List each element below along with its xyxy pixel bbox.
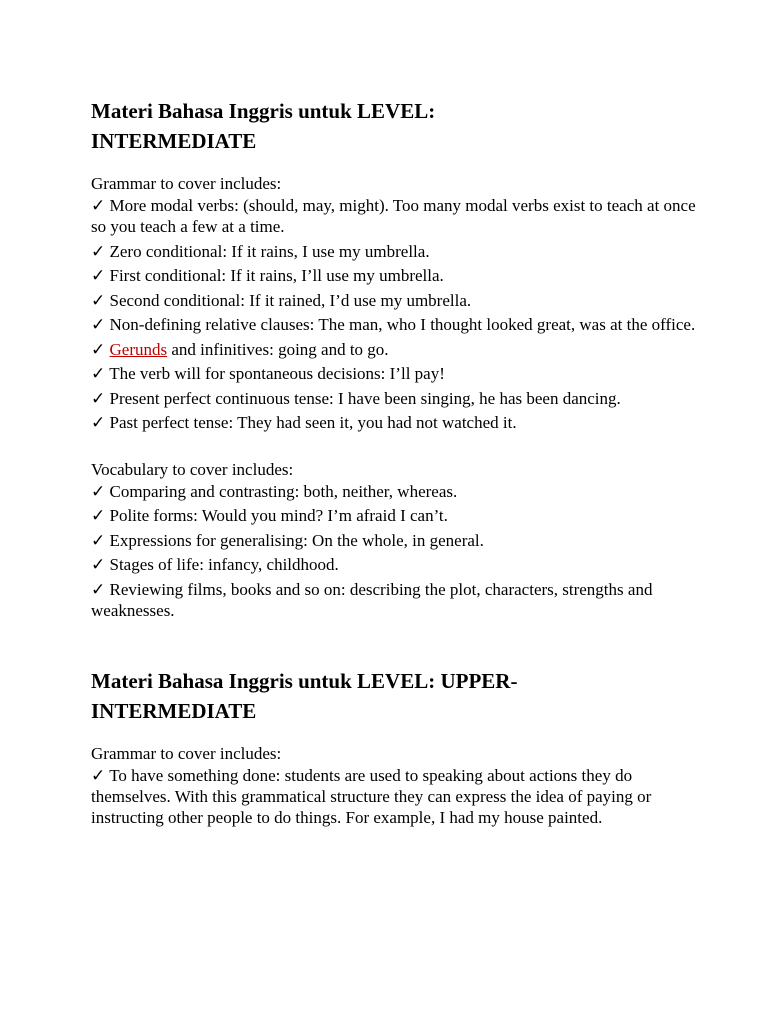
heading-line-2: INTERMEDIATE — [91, 129, 257, 153]
check-mark-icon: ✓ — [91, 766, 106, 785]
list-item-text: Stages of life: infancy, childhood. — [109, 555, 339, 574]
list-item-text: Zero conditional: If it rains, I use my umbrella. — [109, 241, 430, 261]
grammar-intro: Grammar to cover includes: — [91, 744, 282, 763]
check-mark-icon: ✓ — [91, 290, 106, 310]
list-item-text: Reviewing films, books and so on: describing the plot, characters, strengths and weaknesses. — [91, 579, 653, 620]
list-item — [91, 505, 696, 526]
list-item — [91, 579, 696, 621]
check-mark-icon: ✓ — [91, 339, 106, 359]
heading-line-1: Materi Bahasa Inggris untuk LEVEL: — [91, 99, 436, 123]
check-mark-icon: ✓ — [91, 413, 106, 432]
section-intermediate — [91, 96, 696, 621]
gerunds-link[interactable]: Gerunds — [109, 339, 168, 359]
list-item — [91, 412, 696, 433]
check-mark-icon: ✓ — [91, 481, 106, 501]
check-mark-icon: ✓ — [91, 266, 106, 285]
section-upper-intermediate — [91, 666, 696, 828]
list-item — [91, 314, 696, 335]
list-item-text: More modal verbs: (should, may, might). Too many modal verbs exist to teach at once so you teach a few at a time. — [91, 196, 696, 236]
list-item — [91, 363, 696, 384]
list-item-text: Expressions for generalising: On the whole, in general. — [109, 530, 484, 550]
grammar-list — [91, 195, 696, 433]
list-item-text: Present perfect continuous tense: I have been singing, he has been dancing. — [109, 388, 621, 408]
list-item — [91, 241, 696, 262]
section-heading — [91, 96, 696, 156]
list-item — [91, 765, 696, 828]
vocabulary-list — [91, 481, 696, 621]
check-mark-icon: ✓ — [91, 555, 106, 574]
check-mark-icon: ✓ — [91, 315, 106, 334]
list-item-text: and infinitives: going and to go. — [167, 339, 389, 359]
list-item-text: To have something done: students are used to speaking about actions they do themselves. With this grammatical structure they can express the idea of paying or instructing other people to do things. For example, I had my house painted. — [91, 766, 652, 827]
list-item-text: Past perfect tense: They had seen it, you had not watched it. — [109, 413, 517, 432]
check-mark-icon: ✓ — [91, 506, 106, 525]
list-item — [91, 339, 696, 360]
check-mark-icon: ✓ — [91, 388, 106, 408]
heading-line-2: INTERMEDIATE — [91, 699, 257, 723]
vocabulary-intro: Vocabulary to cover includes: — [91, 459, 294, 479]
list-item — [91, 388, 696, 409]
list-item — [91, 554, 696, 575]
grammar-list — [91, 765, 696, 828]
grammar-intro: Grammar to cover includes: — [91, 174, 282, 193]
check-mark-icon: ✓ — [91, 579, 106, 599]
check-mark-icon: ✓ — [91, 196, 106, 215]
list-item-text: The verb will for spontaneous decisions: I’ll pay! — [109, 364, 445, 383]
check-mark-icon: ✓ — [91, 530, 106, 550]
list-item-text: Non-defining relative clauses: The man, who I thought looked great, was at the office. — [109, 315, 696, 334]
list-item — [91, 290, 696, 311]
list-item-text: Second conditional: If it rained, I’d use my umbrella. — [109, 290, 472, 310]
section-heading — [91, 666, 696, 726]
list-item-text: First conditional: If it rains, I’ll use my umbrella. — [109, 266, 444, 285]
list-item — [91, 195, 696, 237]
check-mark-icon: ✓ — [91, 364, 106, 383]
check-mark-icon: ✓ — [91, 241, 106, 261]
list-item — [91, 481, 696, 502]
list-item-text: Polite forms: Would you mind? I’m afraid I can’t. — [109, 506, 448, 525]
list-item — [91, 530, 696, 551]
list-item — [91, 265, 696, 286]
heading-line-1: Materi Bahasa Inggris untuk LEVEL: UPPER- — [91, 669, 518, 693]
list-item-text: Comparing and contrasting: both, neither, whereas. — [109, 481, 458, 501]
